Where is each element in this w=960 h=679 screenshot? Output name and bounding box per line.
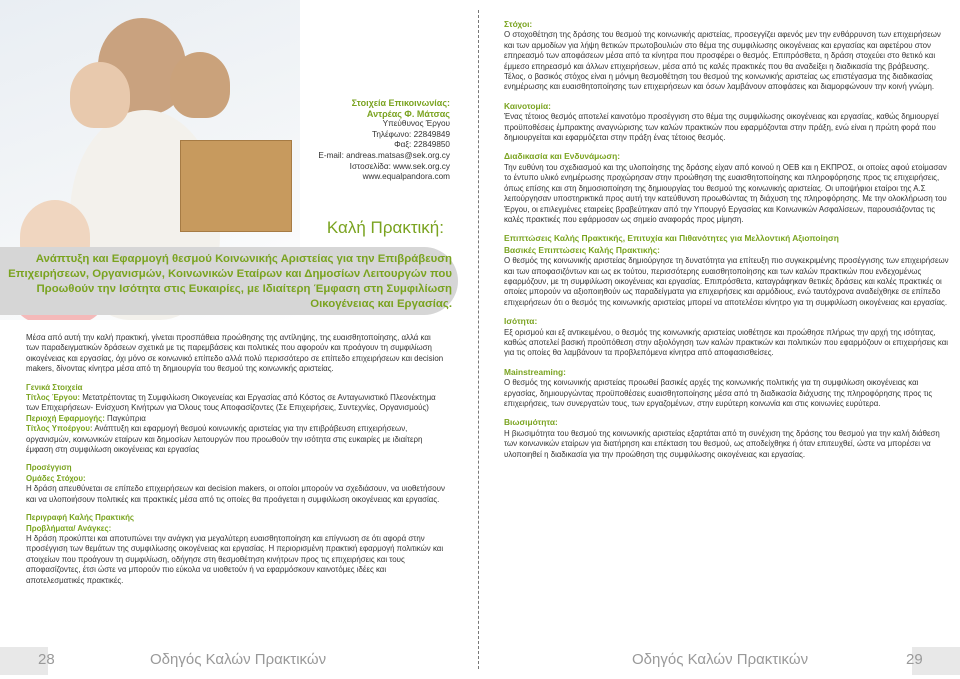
target-section bbox=[26, 463, 446, 505]
goals-text: Ο στοχοθέτηση της δράσης του θεσμού της κοινωνικής αριστείας, προσεγγίζει αφενός μεν την ενθάρρυνση των επιχειρήσεων και των αρμοδίων για λήψη θετικών πρωτοβουλιών στο θέμα της συμφιλίωσης οικογένειας και εργασίας και αφετέρου στον επηρεασμό των αποφάσεων μέσα από τα κίνητρα που προσφέρει ο θεσμός. Επιπρόσθετα, η δράση στοχεύει στο θετικό και έμμεσο επηρεασμό και άλλων επιχειρήσεων, μέσα από τις καλές πρακτικές που θα αναδείξει η διαδικασία της βράβευσης. Τέλος, ο βασικός στόχος είναι η μόνιμη θεσμοθέτηση του θεσμού της κοινωνικής αριστείας ως επιστέγασμα της διαδικασίας ενημέρωσης και ευαισθητοποίησης των επιχειρήσεων και όσων λαμβάνουν αποφάσεις και διαμορφώνουν την κοινή γνώμη. bbox=[504, 30, 941, 92]
contact-web[interactable]: Ιστοσελίδα: www.sek.org.cy bbox=[349, 161, 450, 171]
process-heading: Διαδικασία και Ενδυνάμωση: bbox=[504, 151, 621, 162]
target-groups-value: Η δράση απευθύνεται σε επίπεδο επιχειρήσεων και decision makers, οι οποίοι μπορούν να σχεδιάσουν, να υιοθετήσουν και να υλοποιήσουν πολιτικές και πρακτικές μέσα από τις οποίες θα προάγεται η συμφιλίωση οικογένειας και εργασίας. bbox=[26, 484, 445, 504]
right-footer bbox=[482, 647, 960, 675]
contact-block bbox=[240, 98, 450, 183]
innovation-heading: Καινοτομία: bbox=[504, 100, 551, 111]
left-footer bbox=[0, 647, 478, 675]
general-heading: Γενικά Στοιχεία bbox=[26, 382, 83, 392]
goals-heading: Στόχοι: bbox=[504, 19, 533, 29]
banner-text: Ανάπτυξη και Εφαρμογή θεσμού Κοινωνικής Αριστείας για την Επιβράβευση Επιχειρήσεων, Οργανισμών, Κοινωνικών Εταίρων και Δημοσίων Λειτουργών που Προωθούν την Ισότητα στις Ευκαιρίες, με Ιδιαίτερη Έμφαση στη Συμφιλίωση Οικογένειας και Εργασίας. bbox=[8, 253, 452, 310]
target-groups-label: Ομάδες Στόχου: bbox=[26, 473, 86, 483]
intro-paragraph: Μέσα από αυτή την καλή πρακτική, γίνεται προσπάθεια προώθησης της αντίληψης, της ευαισθητοποίησης, αλλά και των παραδειγματικών δράσεων σχετικά με τις παρεμβάσεις και πολιτικές που αφορούν και προάγουν τη συμφιλίωση οικογένειας και εργασίας, όχι μόνο σε κοινωνικό επίπεδο αλλά πολύ περισσότερο σε επίπεδο επιχειρήσεων και decision makers, δίνοντας κίνητρα μέσα από τη δημιουργία του θεσμού της κοινωνικής αριστείας. bbox=[26, 333, 444, 374]
right-body bbox=[504, 19, 952, 468]
impact-text: Ο θεσμός της κοινωνικής αριστείας δημιούργησε τη δυνατότητα για επίτευξη πιο συγκεκριμένης προσέγγισης των επιχειρήσεων και των αποφασιζόντων και ως εκ τούτου, περισσότερης ευαισθητοποίησης και των καλών πρακτικών που ενδεχομένως εφαρμόζουν, με τη συμφιλίωση οικογένειας και εργασίας. Επιπρόσθετα, καταγράφηκαν θετικές δράσεις και καλές πρακτικές οι οποίες μπορούν να αξιοποιηθούν ως παραδείγματα για επιχειρήσεις και αρμόδιους, ενώ ταυτόχρονα αναδείχθηκε σε επίπεδο επιχειρήσεων ότι ο θεσμός της κοινωνικής αριστείας μπορεί να αποτελέσει κίνητρο για τη συμφιλίωση οικογένειας και εργασίας. bbox=[504, 256, 949, 307]
problems-label: Προβλήματα/ Ανάγκες: bbox=[26, 523, 112, 533]
equality-heading: Ισότητα: bbox=[504, 316, 538, 327]
impact-heading: Επιπτώσεις Καλής Πρακτικής, Επιτυχία και Πιθανότητες για Μελλοντική Αξιοποίηση bbox=[504, 233, 839, 244]
process-text: Την ευθύνη του σχεδιασμού και της υλοποίησης της δράσης είχαν από κοινού η ΟΕΒ και η ΕΚΠΡΟΣ, οι οποίες αφού ετοίμασαν το έντυπο υλικό ενημέρωσης προχώρησαν στην προώθηση της ευαισθητοποίησης και πληροφόρησης προς τις επιχειρήσεις, όπως επίσης και στη δημοσιοποίηση της δημιουργίας του θεσμού της κοινωνικής αριστείας. Οι υποψήφιοι εταίροι της Α.Σ λειτούργησαν υποστηρικτικά προς αυτή την κατεύθυνση προωθώντας τη διάχυση της πληροφόρησης. Με την ολοκλήρωση του Έργου, οι επιλεγμένες εταιρείες βραβεύτηκαν από την Υπουργό Εργασίας και Κοινωνικών Ασφαλίσεων, παρουσιάζοντας τις καλές πρακτικές που εφάρμοσαν ως σημείο αναφοράς προς μίμηση. bbox=[504, 162, 947, 224]
contact-fax: Φαξ: 22849850 bbox=[394, 140, 450, 150]
sustainability-heading: Βιωσιμότητα: bbox=[504, 417, 558, 428]
mainstreaming-text: Ο θεσμός της κοινωνικής αριστείας προωθεί βασικές αρχές της κοινωνικής πολιτικής για τη συμφιλίωση οικογένειας και εργασίας, δημιουργώντας προϋποθέσεις ευαισθητοποίησης μέσα από τη διαδικασία διάχυσης της πληροφόρησης προς τις επιχειρήσεις, των συνεργατών τους, των εργαζομένων, στην ευρύτερη κοινωνία και στις κοινωνίες ευρύτερα. bbox=[504, 378, 933, 408]
footer-title-right: Οδηγός Καλών Πρακτικών bbox=[632, 651, 809, 668]
innovation-text: Ένας τέτοιος θεσμός αποτελεί καινοτόμο προσέγγιση στο θέμα της συμφιλίωσης οικογένειας και εργασίας, καθώς δημιουργεί προϋποθέσεις έμπρακτης αναγνώρισης των καλών πρακτικών που εφαρμόζονται στην πράξη, ενώ είναι η πρώτη φορά που δημιουργείται και εφαρμόζεται στην πράξη ένας τέτοιος θεσμός. bbox=[504, 112, 939, 143]
general-section bbox=[26, 383, 446, 456]
contact-name: Αντρέας Φ. Μάτσας bbox=[366, 108, 450, 119]
project-title-value: Μετατρέποντας τη Συμφιλίωση Οικογενείας και Εργασίας από Κόστος σε Ανταγωνιστικό Πλεονέκτημα των Επιχειρήσεων- Ενίσχυση Κινήτρων για Όλους τους Αποφασίζοντες (Σε Επιχειρήσεις, Συντεχνίες, Οργανισμούς) bbox=[26, 393, 436, 413]
description-section bbox=[26, 513, 446, 586]
project-title-label: Τίτλος Έργου: bbox=[26, 393, 80, 403]
region-label: Περιοχή Εφαρμογής: bbox=[26, 413, 105, 423]
subproject-value: Ανάπτυξη και εφαρμογή θεσμού κοινωνικής αριστείας για την επιβράβευση επιχειρήσεων, οργανισμών, κοινωνικών εταίρων και δημοσίων λειτουργών που προωθούν την ισότητα στις ευκαιρίες με ιδιαίτερη έμφαση στη συμφιλίωση οικογένειας και εργασίας bbox=[26, 424, 423, 455]
problems-value: Η δράση προκύπτει και αποτυπώνει την ανάγκη για μεγαλύτερη ευαισθητοποίηση και επίγνωση σε ότι αφορά στην προσέγγιση των θεμάτων της συμφιλίωσης οικογένειας και εργασίας. Η περιορισμένη πρακτική εφαρμογή πολιτικών και στοιχείων που προάγουν τη συμφιλίωση, οδήγησε στη θεσμοθέτηση κινήτρων προς τις επιχειρήσεις και τους αποφασίζοντες, έτσι ώστε να μπορούν πιο εύκολα να υιοθετούν ή να εφαρμόσκουν καινοτόμες ιδέες και αποτελεσματικές πρακτικές. bbox=[26, 533, 444, 585]
page-number-right: 29 bbox=[906, 651, 923, 668]
approach-heading: Προσέγγιση bbox=[26, 463, 72, 473]
contact-phone: Τηλέφωνο: 22849849 bbox=[371, 129, 450, 139]
contact-heading: Στοιχεία Επικοινωνίας: bbox=[351, 98, 450, 108]
contact-email[interactable]: E-mail: andreas.matsas@sek.org.cy bbox=[318, 150, 450, 160]
impact-subheading: Βασικές Επιπτώσεις Καλής Πρακτικής: bbox=[504, 244, 660, 255]
right-page bbox=[482, 0, 960, 679]
page-title: Καλή Πρακτική: bbox=[326, 218, 444, 237]
contact-web2[interactable]: www.equalpandora.com bbox=[362, 172, 450, 182]
equality-text: Εξ ορισμού και εξ αντικειμένου, ο θεσμός της κοινωνικής αριστείας υιοθέτησε και προώθησε πλήρως την αρχή της ισότητας, καθώς αποτελεί βασική προϋπόθεση στην αξιολόγηση των καλών πρακτικών και πολιτικών που εφαρμόζουν οι επιχειρήσεις και για τις οποίες θα λαμβάνουν τα προβλεπόμενα κίνητρα από αποφασισθείσες. bbox=[504, 327, 949, 358]
region-value: Παγκύπρια bbox=[107, 413, 146, 423]
left-page bbox=[0, 0, 478, 679]
footer-title-left: Οδηγός Καλών Πρακτικών bbox=[150, 651, 327, 668]
contact-role: Υπεύθυνος Έργου bbox=[382, 119, 450, 129]
description-heading: Περιγραφή Καλής Πρακτικής bbox=[26, 513, 135, 523]
page-number-left: 28 bbox=[38, 651, 55, 668]
subproject-label: Τίτλος Υποέργου: bbox=[26, 424, 93, 434]
sustainability-text: Η βιωσιμότητα του θεσμού της κοινωνικής αριστείας εξαρτάται από τη συνέχιση της δράσης του θεσμού για την καλή διάθεση των κοινωνικών εταίρων για διατήρηση και επέκταση του θεσμού, ως αποδείχθηκε ή όταν επιτευχθεί, ώστε να μπορέσει να υλοποιηθεί η διαδικασία για την προώθηση της συμφιλίωσης οικογένειας και εργασίας. bbox=[504, 428, 940, 459]
left-body bbox=[26, 333, 446, 594]
toddler-head bbox=[70, 62, 130, 128]
page-divider bbox=[478, 10, 479, 669]
mainstreaming-heading: Mainstreaming: bbox=[504, 366, 566, 377]
man-head bbox=[170, 52, 230, 118]
